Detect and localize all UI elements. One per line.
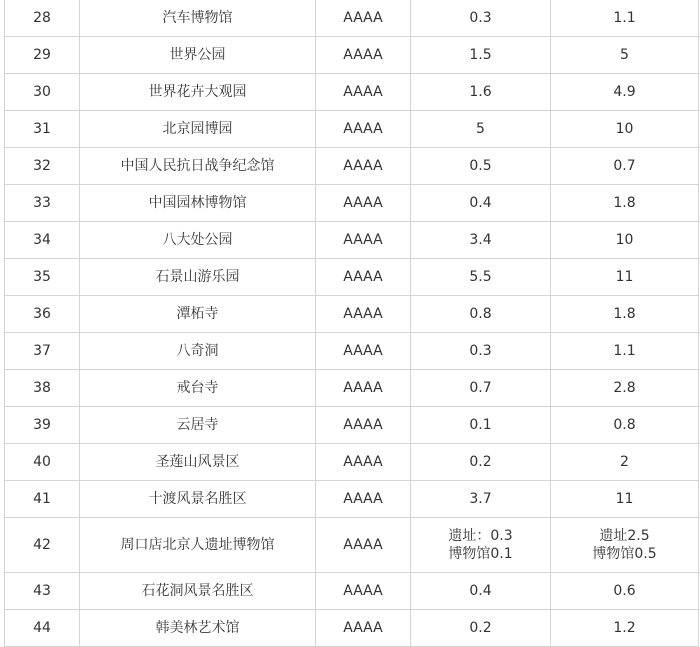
cell-line: 1.2 — [613, 620, 636, 636]
row-number-cell: 37 — [5, 333, 80, 370]
cell-line: 5 — [476, 121, 485, 137]
spot-name-cell: 潭柘寺 — [80, 296, 316, 333]
cell-line: 3.7 — [469, 491, 492, 507]
spot-name-cell: 石花洞风景名胜区 — [80, 573, 316, 610]
rating-level-cell: AAAA — [316, 370, 411, 407]
spot-name-cell: 世界公园 — [80, 37, 316, 74]
spot-name-cell: 韩美林艺术馆 — [80, 610, 316, 647]
spot-name-cell: 八大处公园 — [80, 222, 316, 259]
cell-line: 0.2 — [469, 620, 492, 636]
value-col5-cell — [551, 573, 699, 610]
table-row — [5, 518, 699, 573]
table-row — [5, 444, 699, 481]
value-col5-cell — [551, 444, 699, 481]
rating-level-cell: AAAA — [316, 573, 411, 610]
value-col5-cell — [551, 296, 699, 333]
rating-level-cell: AAAA — [316, 185, 411, 222]
row-number-cell: 33 — [5, 185, 80, 222]
value-col5-cell — [551, 74, 699, 111]
value-col4-cell — [411, 259, 551, 296]
row-number-cell: 39 — [5, 407, 80, 444]
spot-name-cell: 石景山游乐园 — [80, 259, 316, 296]
cell-line: 0.2 — [469, 454, 492, 470]
cell-line: 1.1 — [613, 343, 636, 359]
cell-line: 0.3 — [469, 343, 492, 359]
row-number-cell: 41 — [5, 481, 80, 518]
value-col4-cell — [411, 296, 551, 333]
cell-line: 4.9 — [613, 84, 636, 100]
cell-line: 博物馆0.1 — [448, 546, 513, 562]
spot-name-cell: 北京园博园 — [80, 111, 316, 148]
row-number-cell: 35 — [5, 259, 80, 296]
cell-line: 5.5 — [469, 269, 492, 285]
cell-line: 0.1 — [469, 417, 492, 433]
table-row — [5, 296, 699, 333]
cell-line: 0.8 — [613, 417, 636, 433]
row-number-cell: 30 — [5, 74, 80, 111]
spot-name-cell: 汽车博物馆 — [80, 0, 316, 37]
rating-level-cell: AAAA — [316, 481, 411, 518]
value-col5-cell — [551, 148, 699, 185]
cell-line: 1.6 — [469, 84, 492, 100]
value-col5-cell — [551, 518, 699, 573]
cell-line: 10 — [615, 121, 634, 137]
row-number-cell: 40 — [5, 444, 80, 481]
value-col4-cell — [411, 481, 551, 518]
table-row — [5, 37, 699, 74]
value-col4-cell — [411, 111, 551, 148]
table-row — [5, 111, 699, 148]
value-col4-cell — [411, 74, 551, 111]
spot-name-cell: 周口店北京人遗址博物馆 — [80, 518, 316, 573]
value-col5-cell — [551, 111, 699, 148]
rating-level-cell: AAAA — [316, 444, 411, 481]
table-row — [5, 74, 699, 111]
cell-line: 3.4 — [469, 232, 492, 248]
value-col4-cell — [411, 407, 551, 444]
rating-level-cell: AAAA — [316, 407, 411, 444]
rating-level-cell: AAAA — [316, 222, 411, 259]
cell-line: 2 — [620, 454, 629, 470]
row-number-cell: 42 — [5, 518, 80, 573]
spot-name-cell: 八奇洞 — [80, 333, 316, 370]
rating-level-cell: AAAA — [316, 610, 411, 647]
row-number-cell: 36 — [5, 296, 80, 333]
table-row — [5, 0, 699, 37]
cell-line: 1.8 — [613, 306, 636, 322]
rating-level-cell: AAAA — [316, 333, 411, 370]
value-col5-cell — [551, 610, 699, 647]
cell-line: 5 — [620, 47, 629, 63]
value-col5-cell — [551, 333, 699, 370]
cell-line: 11 — [615, 491, 634, 507]
value-col4-cell — [411, 444, 551, 481]
cell-line: 遗址：0.3 — [448, 528, 513, 544]
table-row — [5, 222, 699, 259]
table-row — [5, 573, 699, 610]
row-number-cell: 44 — [5, 610, 80, 647]
rating-level-cell: AAAA — [316, 518, 411, 573]
table-row — [5, 148, 699, 185]
cell-line: 10 — [615, 232, 634, 248]
value-col5-cell — [551, 185, 699, 222]
cell-line: 0.3 — [469, 10, 492, 26]
table-body — [5, 0, 699, 647]
value-col4-cell — [411, 185, 551, 222]
cell-line: 0.5 — [469, 158, 492, 174]
scenic-spots-table — [4, 0, 699, 647]
table-row — [5, 259, 699, 296]
rating-level-cell: AAAA — [316, 111, 411, 148]
row-number-cell: 34 — [5, 222, 80, 259]
cell-line: 0.4 — [469, 195, 492, 211]
value-col4-cell — [411, 222, 551, 259]
cell-line: 0.8 — [469, 306, 492, 322]
rating-level-cell: AAAA — [316, 74, 411, 111]
spot-name-cell: 云居寺 — [80, 407, 316, 444]
value-col5-cell — [551, 222, 699, 259]
cell-line: 遗址2.5 — [599, 528, 650, 544]
value-col4-cell — [411, 333, 551, 370]
value-col5-cell — [551, 259, 699, 296]
row-number-cell: 28 — [5, 0, 80, 37]
cell-line: 0.4 — [469, 583, 492, 599]
rating-level-cell: AAAA — [316, 148, 411, 185]
cell-line: 2.8 — [613, 380, 636, 396]
cell-line: 11 — [615, 269, 634, 285]
cell-line: 0.7 — [469, 380, 492, 396]
table-row — [5, 333, 699, 370]
spot-name-cell: 戒台寺 — [80, 370, 316, 407]
value-col5-cell — [551, 0, 699, 37]
value-col4-cell — [411, 148, 551, 185]
spot-name-cell: 十渡风景名胜区 — [80, 481, 316, 518]
cell-line: 1.8 — [613, 195, 636, 211]
rating-level-cell: AAAA — [316, 0, 411, 37]
spot-name-cell: 中国人民抗日战争纪念馆 — [80, 148, 316, 185]
value-col4-cell — [411, 370, 551, 407]
spot-name-cell: 世界花卉大观园 — [80, 74, 316, 111]
spot-name-cell: 中国园林博物馆 — [80, 185, 316, 222]
cell-line: 博物馆0.5 — [592, 546, 657, 562]
cell-line: 0.7 — [613, 158, 636, 174]
table-row — [5, 185, 699, 222]
value-col4-cell — [411, 0, 551, 37]
value-col4-cell — [411, 573, 551, 610]
value-col5-cell — [551, 37, 699, 74]
row-number-cell: 32 — [5, 148, 80, 185]
rating-level-cell: AAAA — [316, 296, 411, 333]
value-col4-cell — [411, 518, 551, 573]
value-col5-cell — [551, 407, 699, 444]
table-row — [5, 610, 699, 647]
row-number-cell: 31 — [5, 111, 80, 148]
rating-level-cell: AAAA — [316, 37, 411, 74]
spot-name-cell: 圣莲山风景区 — [80, 444, 316, 481]
cell-line: 0.6 — [613, 583, 636, 599]
row-number-cell: 29 — [5, 37, 80, 74]
value-col5-cell — [551, 370, 699, 407]
value-col4-cell — [411, 610, 551, 647]
cell-line: 1.1 — [613, 10, 636, 26]
table-row — [5, 370, 699, 407]
table-row — [5, 407, 699, 444]
value-col5-cell — [551, 481, 699, 518]
row-number-cell: 38 — [5, 370, 80, 407]
cell-line: 1.5 — [469, 47, 492, 63]
value-col4-cell — [411, 37, 551, 74]
row-number-cell: 43 — [5, 573, 80, 610]
table-row — [5, 481, 699, 518]
rating-level-cell: AAAA — [316, 259, 411, 296]
